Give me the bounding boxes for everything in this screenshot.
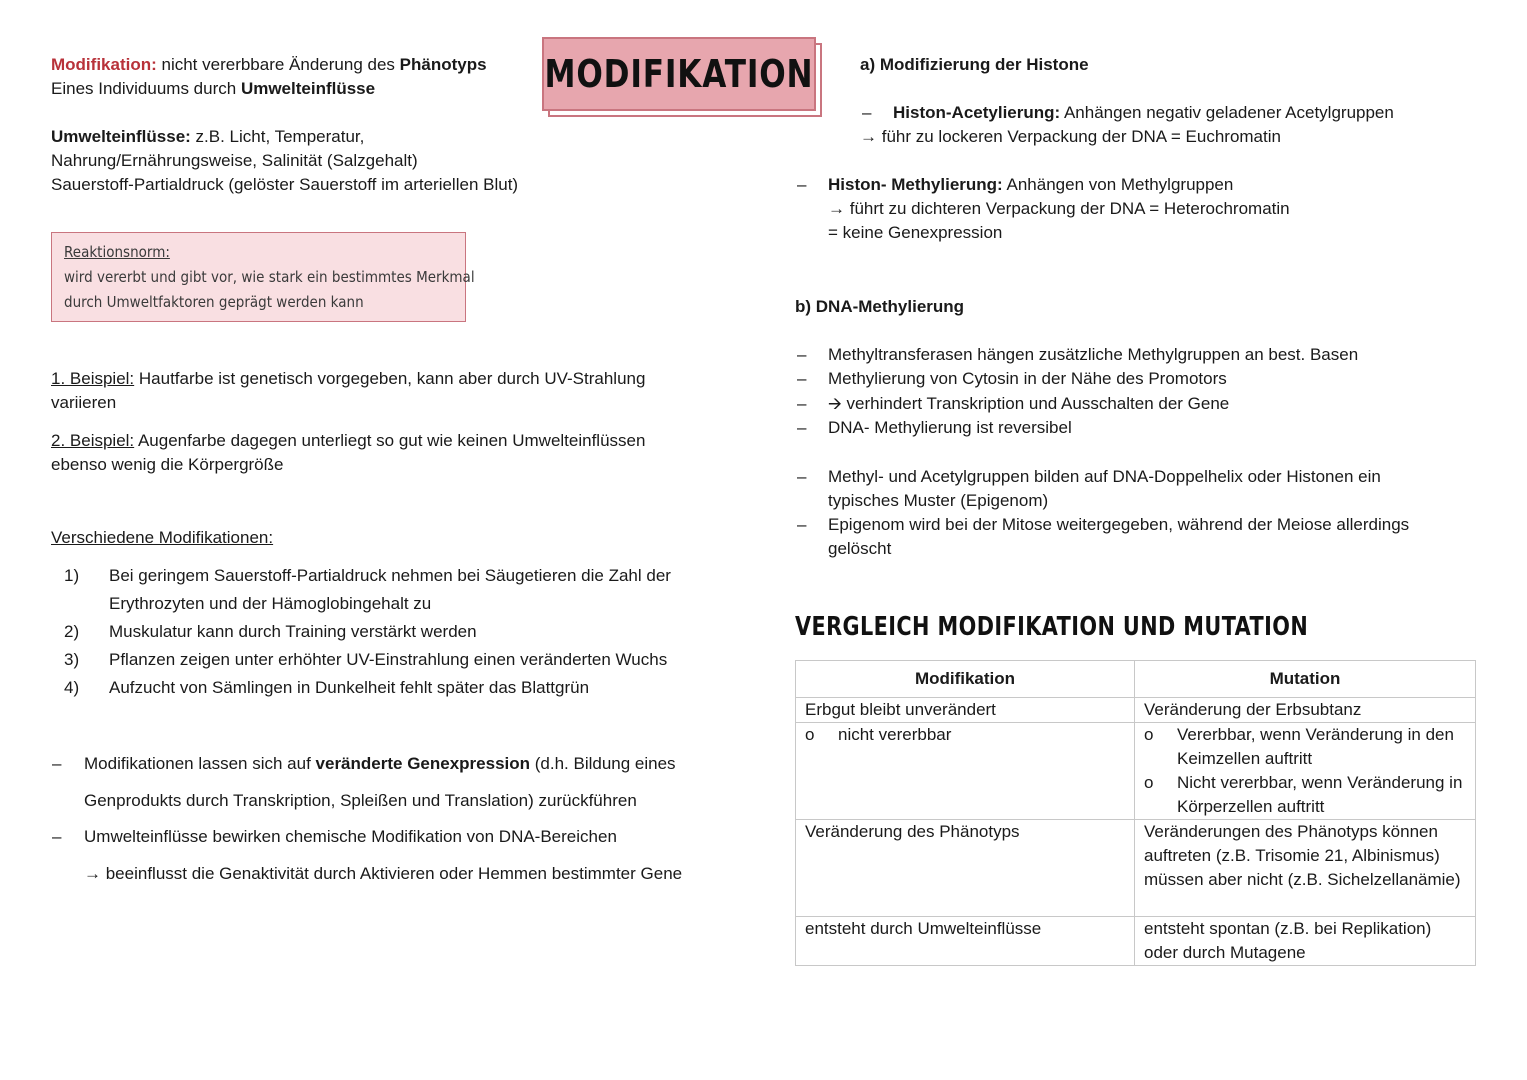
reaction-norm-line-1: wird vererbt und gibt vor, wie stark ein bestimmtes Merkmal (64, 268, 475, 286)
note-1-text-end: (d.h. Bildung eines (530, 754, 676, 773)
comparison-heading: VERGLEICH MODIFIKATION UND MUTATION (795, 612, 1309, 642)
example-1-line-1 (51, 367, 645, 391)
table-row (796, 723, 1476, 820)
definition-text: nicht vererbbare Änderung des (156, 55, 400, 74)
environment-text: z.B. Licht, Temperatur, (190, 127, 365, 146)
table-cell (1135, 723, 1476, 820)
list-item-number: 2) (64, 622, 80, 641)
example-2-line-2: ebenso wenig die Körpergröße (51, 455, 284, 474)
table-header-mutation: Mutation (1135, 661, 1476, 698)
example-1-label: 1. Beispiel: (51, 369, 135, 388)
table-cell (796, 723, 1135, 820)
definition-term: Modifikation: (51, 55, 157, 74)
definition-bold-environment: Umwelteinflüsse (240, 79, 376, 98)
example-2-line-1 (51, 429, 645, 453)
bullet-icon: o (1144, 725, 1154, 744)
list-item-number: 1) (64, 566, 80, 585)
table-cell: Veränderungen des Phänotyps können auftreten (z.B. Trisomie 21, Albinismus) müssen aber nicht (z.B. Sichelzellanämie) (1135, 820, 1476, 917)
bullet-text: Vererbbar, wenn Veränderung in den Keimzellen auftritt (1177, 725, 1454, 768)
histone-methylation-line-1 (828, 173, 1233, 197)
note-dash: – (797, 345, 807, 364)
modifications-list (64, 564, 704, 704)
note-1-text: Modifikationen lassen sich auf (84, 754, 316, 773)
note-dash: – (52, 827, 62, 846)
histone-methylation-line-2: → führt zu dichteren Verpackung der DNA = Heterochromatin (828, 199, 1290, 218)
note-2-line-1: Umwelteinflüsse bewirken chemische Modifikation von DNA-Bereichen (84, 827, 617, 846)
note-1-bold: veränderte Genexpression (315, 754, 531, 773)
note-dash: – (797, 369, 807, 388)
table-row (796, 917, 1476, 966)
list-item-text: Erythrozyten und der Hämoglobingehalt zu (109, 594, 432, 613)
title-box (542, 37, 816, 111)
note-dash: – (797, 467, 807, 486)
note-dash: – (797, 515, 807, 534)
note-2-line-2: → beeinflusst die Genaktivität durch Aktivieren oder Hemmen bestimmter Gene (84, 864, 683, 883)
list-item: Methyltransferasen hängen zusätzliche Methylgruppen an best. Basen (828, 345, 1359, 364)
bullet-icon: o (1144, 773, 1154, 792)
histone-methylation-text: Anhängen von Methylgruppen (1002, 175, 1234, 194)
environment-label: Umwelteinflüsse: (51, 127, 191, 146)
table-header-row (796, 661, 1476, 698)
histone-acetylation-line-1 (893, 101, 1394, 125)
histone-methylation-line-3: = keine Genexpression (828, 223, 1003, 242)
note-dash: – (862, 103, 872, 122)
dna-methylation-list (797, 343, 1497, 573)
bullet-text: nicht vererbbar (838, 725, 952, 744)
list-item: 🡪 verhindert Transkription und Ausschalten der Gene (828, 394, 1230, 413)
dna-methylation-heading: b) DNA-Methylierung (795, 297, 965, 316)
reaction-norm-heading: Reaktionsnorm: (64, 243, 170, 261)
notes-list (52, 752, 732, 892)
environment-line-1 (51, 125, 364, 149)
epigenome-2-line-2: gelöscht (828, 539, 892, 558)
list-item-text: Aufzucht von Sämlingen in Dunkelheit fehlt später das Blattgrün (109, 678, 590, 697)
histone-acetylation-line-2: → führ zu lockeren Verpackung der DNA = Euchromatin (860, 127, 1281, 146)
list-item-number: 3) (64, 650, 80, 669)
comparison-table (795, 660, 1476, 966)
table-cell: entsteht spontan (z.B. bei Replikation) oder durch Mutagene (1135, 917, 1476, 966)
list-item: DNA- Methylierung ist reversibel (828, 418, 1072, 437)
note-dash: – (797, 175, 807, 194)
epigenome-1-line-1: Methyl- und Acetylgruppen bilden auf DNA-Doppelhelix oder Histonen ein (828, 467, 1381, 486)
definition-text-2: Eines Individuums durch (51, 79, 241, 98)
table-cell: entsteht durch Umwelteinflüsse (796, 917, 1135, 966)
definition-bold-phenotype: Phänotyps (399, 55, 487, 74)
environment-line-2: Nahrung/Ernährungsweise, Salinität (Salzgehalt) (51, 151, 418, 170)
histone-acetylation-text: Anhängen negativ geladener Acetylgruppen (1060, 103, 1394, 122)
table-row (796, 820, 1476, 917)
note-1-line-2: Genprodukts durch Transkription, Spleißen und Translation) zurückführen (84, 791, 637, 810)
definition-line-2 (51, 77, 375, 101)
list-item-text: Muskulatur kann durch Training verstärkt werden (109, 622, 477, 641)
example-1-text: Hautfarbe ist genetisch vorgegeben, kann aber durch UV-Strahlung (134, 369, 646, 388)
note-1-line-1 (84, 752, 676, 776)
bullet-icon: o (805, 725, 815, 744)
bullet-item (1144, 771, 1466, 819)
note-dash: – (52, 754, 62, 773)
page-title: MODIFIKATION (544, 52, 814, 96)
modifications-heading: Verschiedene Modifikationen: (51, 528, 274, 547)
table-cell: Veränderung des Phänotyps (796, 820, 1135, 917)
histone-methylation-label: Histon- Methylierung: (828, 175, 1003, 194)
example-1-line-2: variieren (51, 393, 117, 412)
note-dash: – (797, 394, 807, 413)
epigenome-1-line-2: typisches Muster (Epigenom) (828, 491, 1049, 510)
environment-line-3: Sauerstoff-Partialdruck (gelöster Sauerstoff im arteriellen Blut) (51, 175, 519, 194)
definition-line-1 (51, 53, 487, 77)
note-dash: – (797, 418, 807, 437)
list-item-text: Bei geringem Sauerstoff-Partialdruck nehmen bei Säugetieren die Zahl der (109, 566, 671, 585)
example-2-label: 2. Beispiel: (51, 431, 135, 450)
list-item-text: Pflanzen zeigen unter erhöhter UV-Einstrahlung einen veränderten Wuchs (109, 650, 668, 669)
bullet-item (805, 723, 1125, 747)
bullet-text: Nicht vererbbar, wenn Veränderung in Körperzellen auftritt (1177, 773, 1463, 816)
example-2-text: Augenfarbe dagegen unterliegt so gut wie keinen Umwelteinflüssen (134, 431, 646, 450)
bullet-item (1144, 723, 1466, 771)
table-row (796, 698, 1476, 723)
histones-heading: a) Modifizierung der Histone (860, 55, 1089, 74)
list-item-number: 4) (64, 678, 80, 697)
table-cell: Veränderung der Erbsubtanz (1135, 698, 1476, 723)
epigenome-2-line-1: Epigenom wird bei der Mitose weitergegeben, während der Meiose allerdings (828, 515, 1410, 534)
list-item: Methylierung von Cytosin in der Nähe des Promotors (828, 369, 1227, 388)
reaction-norm-box (51, 232, 475, 322)
histone-acetylation-label: Histon-Acetylierung: (893, 103, 1061, 122)
table-cell: Erbgut bleibt unverändert (796, 698, 1135, 723)
reaction-norm-line-2: durch Umweltfaktoren geprägt werden kann (64, 293, 364, 311)
table-header-modification: Modifikation (796, 661, 1135, 698)
